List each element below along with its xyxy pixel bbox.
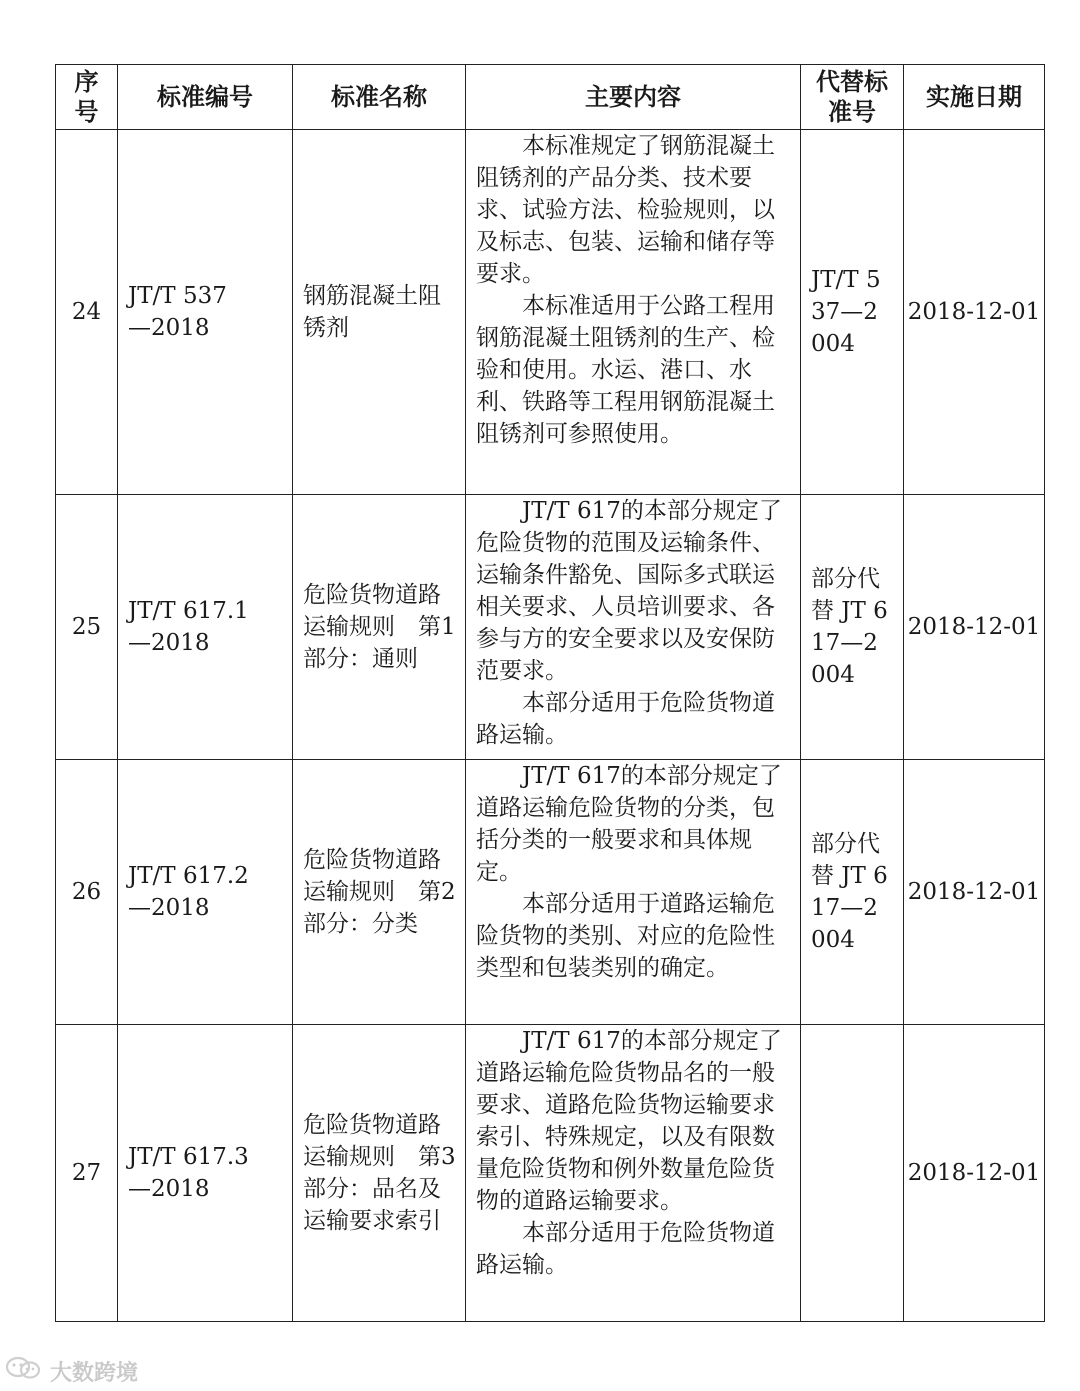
standard-code: JT/T 537—2018: [118, 130, 293, 495]
header-no: 序号: [56, 65, 118, 130]
main-content: [466, 130, 801, 495]
header-content: 主要内容: [466, 65, 801, 130]
header-row: [56, 65, 1045, 130]
header-code: 标准编号: [118, 65, 293, 130]
replaced-standard: [801, 1025, 904, 1322]
content-paragraph: 本部分适用于道路运输危险货物的类别、对应的危险性类型和包装类别的确定。: [476, 891, 775, 981]
wechat-logo-icon: [4, 1355, 44, 1387]
replaced-standard: JT/T 537—2004: [801, 130, 904, 495]
row-number: 24: [56, 130, 118, 495]
standards-table: [55, 64, 1045, 1322]
header-name: 标准名称: [293, 65, 466, 130]
main-content: [466, 1025, 801, 1322]
content-paragraph: JT/T 617的本部分规定了道路运输危险货物品名的一般要求、道路危险货物运输要求索引、特殊规定，以及有限数量危险货物和例外数量危险货物的道路运输要求。: [476, 1028, 782, 1214]
row-number: 27: [56, 1025, 118, 1322]
standard-name: 钢筋混凝土阻锈剂: [293, 130, 466, 495]
replaced-standard: 部分代替 JT 617—2004: [801, 760, 904, 1025]
standard-code: JT/T 617.3—2018: [118, 1025, 293, 1322]
content-paragraph: JT/T 617的本部分规定了道路运输危险货物的分类，包括分类的一般要求和具体规定。: [476, 763, 782, 885]
content-paragraph: 本部分适用于危险货物道路运输。: [476, 690, 775, 748]
table-row: [56, 495, 1045, 760]
implementation-date: 2018-12-01: [904, 495, 1045, 760]
standard-code: JT/T 617.2—2018: [118, 760, 293, 1025]
content-paragraph: JT/T 617的本部分规定了危险货物的范围及运输条件、运输条件豁免、国际多式联运相关要求、人员培训要求、各参与方的安全要求以及安保防范要求。: [476, 498, 782, 684]
implementation-date: 2018-12-01: [904, 760, 1045, 1025]
watermark: [4, 1356, 138, 1386]
watermark-text: 大数跨境: [50, 1360, 139, 1386]
table-row: [56, 130, 1045, 495]
implementation-date: 2018-12-01: [904, 130, 1045, 495]
content-paragraph: 本标准规定了钢筋混凝土阻锈剂的产品分类、技术要求、试验方法、检验规则，以及标志、包装、运输和储存等要求。: [476, 133, 775, 287]
content-paragraph: 本部分适用于危险货物道路运输。: [476, 1220, 775, 1278]
replaced-standard: 部分代替 JT 617—2004: [801, 495, 904, 760]
main-content: [466, 495, 801, 760]
main-content: [466, 760, 801, 1025]
implementation-date: 2018-12-01: [904, 1025, 1045, 1322]
table-row: [56, 1025, 1045, 1322]
standard-name: 危险货物道路运输规则 第2部分：分类: [293, 760, 466, 1025]
content-paragraph: 本标准适用于公路工程用钢筋混凝土阻锈剂的生产、检验和使用。水运、港口、水利、铁路等工程用钢筋混凝土阻锈剂可参照使用。: [476, 293, 775, 447]
table-row: [56, 760, 1045, 1025]
standard-name: 危险货物道路运输规则 第1部分：通则: [293, 495, 466, 760]
header-replaced: 代替标准号: [801, 65, 904, 130]
header-date: 实施日期: [904, 65, 1045, 130]
row-number: 26: [56, 760, 118, 1025]
standard-name: 危险货物道路运输规则 第3部分：品名及运输要求索引: [293, 1025, 466, 1322]
row-number: 25: [56, 495, 118, 760]
standard-code: JT/T 617.1—2018: [118, 495, 293, 760]
